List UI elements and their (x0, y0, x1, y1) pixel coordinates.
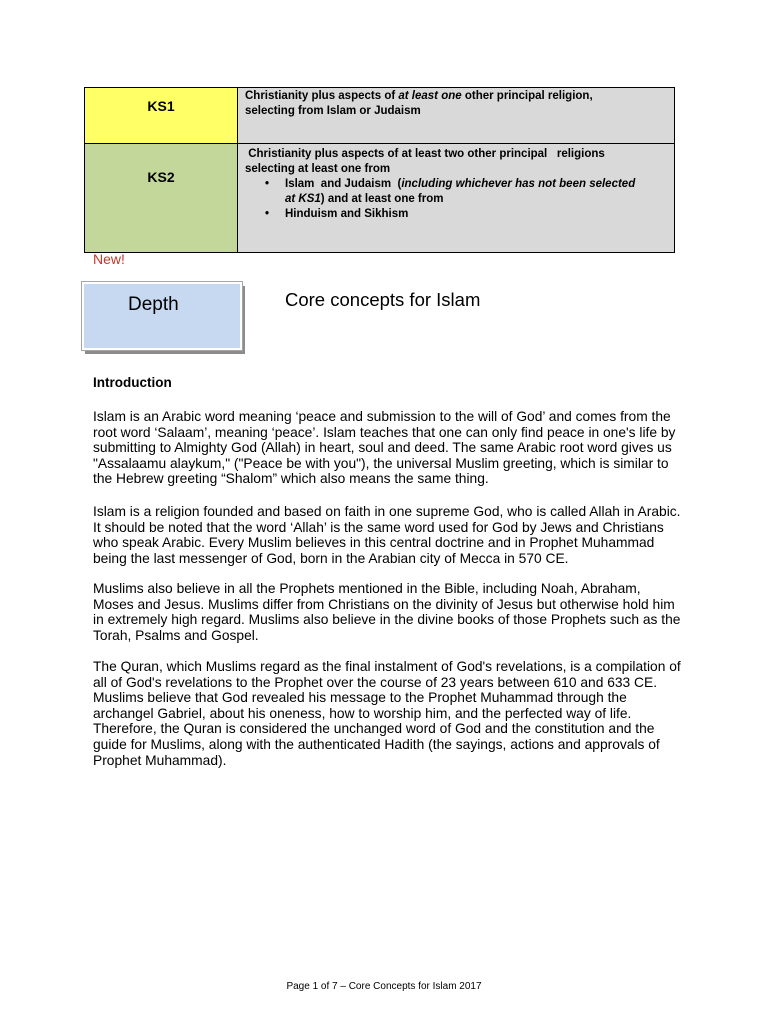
introduction-heading: Introduction (93, 375, 172, 390)
ks2-label: KS2 (85, 144, 238, 253)
ks1-desc-emphasis: at least one (398, 90, 462, 102)
ks2-desc-line2: selecting at least one from (245, 163, 391, 175)
ks1-description (238, 88, 675, 144)
paragraph-2: Islam is a religion founded and based on faith in one supreme God, who is called Allah in Arabic. It should be noted that the word ‘Allah’ is the same word used for God by Jews and Christians who speak Arabic. Every Muslim believes in this central doctrine and in Prophet Muhammad being the last messenger of God, born in the Arabian city of Mecca in 570 CE. (93, 504, 681, 566)
paragraph-3: Muslims also believe in all the Prophets mentioned in the Bible, including Noah, Abraham, Moses and Jesus. Muslims differ from Christians on the divinity of Jesus but otherwise hold him in extremely high regard. Muslims also believe in the divine books of those Prophets such as the Torah, Psalms and Gospel. (93, 581, 681, 643)
ks1-desc-line2: selecting from Islam or Judaism (245, 105, 421, 117)
paragraph-4: The Quran, which Muslims regard as the final instalment of God's revelations, is a compilation of all of God's revelations to the Prophet over the course of 23 years between 610 and 633 CE. Muslims believe that God revealed his message to the Prophet Muhammad through the archangel Gabriel, about his oneness, how to worship him, and the perfected way of life. Therefore, the Quran is considered the unchanged word of God and the constitution and the guide for Muslims, along with the authenticated Hadith (the sayings, actions and approvals of Prophet Muhammad). (93, 659, 681, 768)
ks1-row (85, 88, 675, 144)
paragraph-1: Islam is an Arabic word meaning ‘peace and submission to the will of God’ and comes from the root word ‘Salaam’, meaning ‘peace’. Islam teaches that one can only find peace in one's life by submitting to Almighty God (Allah) in heart, soul and deed. The same Arabic root word gives us "Assalaamu alaykum," ("Peace be with you"), the universal Muslim greeting, which is similar to the Hebrew greeting “Shalom” which also means the same thing. (93, 409, 676, 487)
key-stage-table (84, 87, 675, 253)
ks2-bullet1-emphasis: including whichever has not been selected (401, 178, 636, 190)
list-item (265, 177, 674, 207)
depth-label: Depth (128, 294, 179, 315)
ks1-desc-pre: Christianity plus aspects of (245, 90, 399, 102)
ks2-description (238, 144, 675, 253)
new-label: New! (93, 251, 125, 267)
ks1-label: KS1 (85, 88, 238, 144)
ks2-row (85, 144, 675, 253)
ks2-religion-list (245, 177, 674, 222)
ks2-bullet1-post: ) and at least one from (320, 193, 444, 205)
page-footer: Page 1 of 7 – Core Concepts for Islam 2017 (286, 981, 482, 992)
ks1-desc-post: other principal religion, (461, 90, 593, 102)
ks2-bullet1-emphasis2: at KS1 (285, 193, 321, 205)
ks2-bullet1-pre: Islam and Judaism ( (285, 178, 402, 190)
ks1-desc-line1 (245, 89, 674, 104)
ks2-desc-line1: Christianity plus aspects of at least two other principal religions (245, 148, 605, 160)
list-item: • Hinduism and Sikhism (265, 207, 674, 222)
page-title: Core concepts for Islam (285, 289, 481, 310)
depth-box (82, 282, 242, 350)
